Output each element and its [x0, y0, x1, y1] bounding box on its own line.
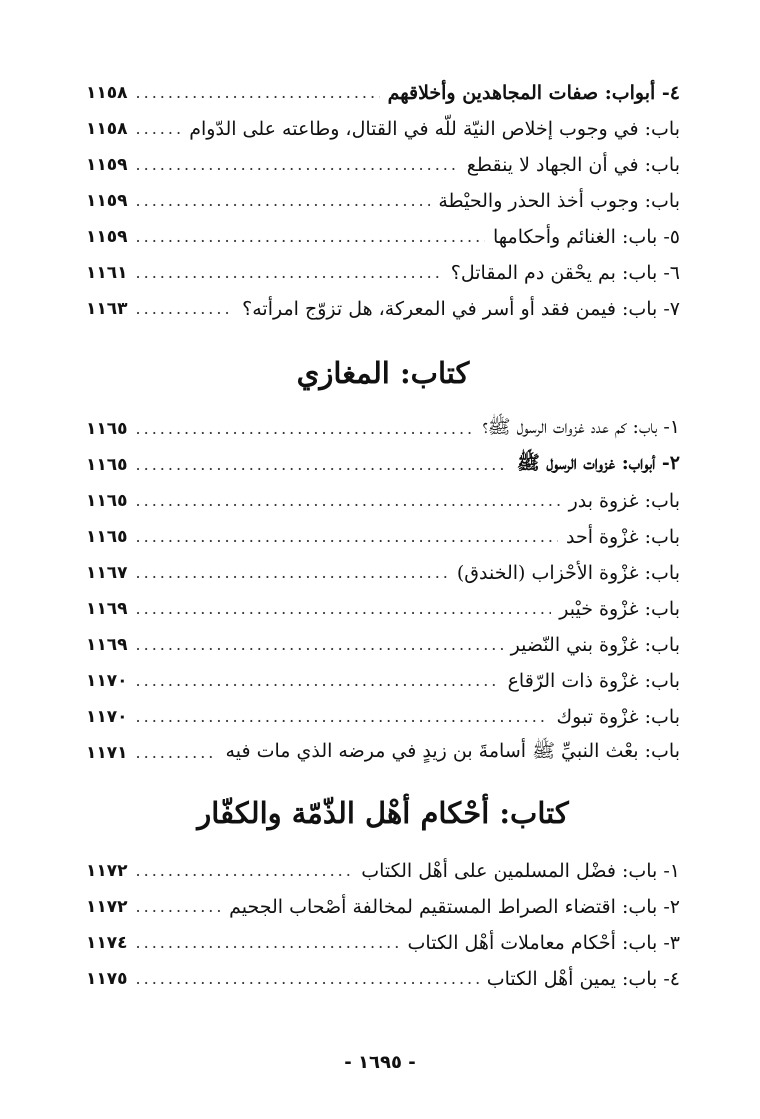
entry-page: ١١٦٣ [86, 299, 128, 319]
entry-page: ١١٥٨ [86, 83, 128, 103]
entry-page: ١١٥٩ [86, 155, 128, 175]
entry-title: باب: غزوة بدر [568, 490, 680, 512]
entry-page: ١١٧٠ [86, 671, 128, 691]
toc-entry [86, 856, 680, 886]
toc-entry [86, 594, 680, 624]
leader-dots [136, 414, 475, 444]
entry-title: ٧- باب: فيمن فقد أو أسر في المعركة، هل تزوّج امرأته؟ [242, 298, 680, 320]
toc-entry [86, 186, 680, 216]
leader-dots [136, 558, 449, 588]
entry-title: باب: في أن الجهاد لا ينقطع [466, 154, 680, 176]
entry-title: باب: غزْوة الأحْزاب (الخندق) [456, 562, 680, 584]
toc-entry [86, 630, 680, 660]
entry-page: ١١٦١ [86, 263, 128, 283]
leader-dots [136, 630, 503, 660]
entry-page: ١١٧١ [86, 743, 128, 763]
entry-page: ١١٦٥ [86, 419, 128, 439]
leader-dots [136, 738, 218, 768]
toc-entry [86, 892, 680, 922]
section-heading: كتاب: أحْكام أهْل الذّمّة والكفّار [197, 796, 569, 830]
toc-entry [86, 738, 680, 768]
entry-title: باب: وجوب أخذ الحذر والحيْطة [438, 190, 680, 212]
entry-page: ١١٧٢ [86, 861, 128, 881]
toc-entry [86, 114, 680, 144]
entry-page: ١١٦٥ [86, 527, 128, 547]
page-number: - ١٦٩٥ - [344, 1052, 416, 1073]
leader-dots [136, 702, 549, 732]
entry-page: ١١٦٥ [86, 491, 128, 511]
leader-dots [136, 294, 235, 324]
toc-entry [86, 702, 680, 732]
leader-dots [136, 258, 443, 288]
entry-title: ٢- باب: اقتضاء الصراط المستقيم لمخالفة أصْحاب الجحيم [229, 896, 680, 918]
leader-dots [136, 522, 558, 552]
toc-entry [86, 522, 680, 552]
toc-entry [86, 294, 680, 324]
leader-dots [136, 78, 380, 108]
section-heading: كتاب: المغازي [296, 356, 470, 390]
toc-page [86, 0, 680, 1119]
toc-entry [86, 258, 680, 288]
toc-entry [86, 928, 680, 958]
leader-dots [136, 486, 561, 516]
toc-entry [86, 666, 680, 696]
entry-title: ٦- باب: بم يحْقن دم المقاتل؟ [450, 262, 680, 284]
entry-title: ٤- باب: يمين أهْل الكتاب [486, 968, 680, 990]
entry-title: ٥- باب: الغنائم وأحكامها [492, 226, 680, 248]
leader-dots [136, 928, 400, 958]
entry-page: ١١٥٨ [86, 119, 128, 139]
entry-title: باب: غزْوة أحد [566, 526, 680, 548]
entry-title: باب: في وجوب إخلاص النيّة للّه في القتال، وطاعته على الدّوام [189, 118, 680, 140]
leader-dots [136, 856, 354, 886]
entry-page: ١١٦٩ [86, 635, 128, 655]
entry-page: ١١٧٤ [86, 933, 128, 953]
toc-entry [86, 78, 680, 108]
leader-dots [136, 150, 459, 180]
entry-page: ١١٧٥ [86, 969, 128, 989]
entry-title: ٣- باب: أحْكام معاملات أهْل الكتاب [407, 932, 680, 954]
entry-title: باب: غزْوة ذات الرّقاع [507, 670, 680, 692]
entry-title: باب: غزْوة خيْبر [559, 598, 680, 620]
entry-title: ١- باب: كم عدد غزوات الرسول ﷺ؟ [482, 416, 680, 438]
leader-dots [136, 114, 182, 144]
leader-dots [136, 186, 431, 216]
toc-entry [86, 414, 680, 444]
entry-title: ٢- أبواب: غزوات الرسول ﷺ [516, 452, 680, 474]
entry-title: ١- باب: فضْل المسلمين على أهْل الكتاب [361, 860, 680, 882]
leader-dots [136, 964, 479, 994]
entry-page: ١١٦٩ [86, 599, 128, 619]
entry-page: ١١٧٠ [86, 707, 128, 727]
toc-entry [86, 964, 680, 994]
entry-title: باب: بعْث النبيِّ ﷺ أسامةَ بن زيدٍ في مرضه الذي مات فيه [225, 740, 680, 762]
toc-entry [86, 150, 680, 180]
entry-page: ١١٦٧ [86, 563, 128, 583]
entry-page: ١١٥٩ [86, 227, 128, 247]
entry-title: باب: غزْوة تبوك [556, 706, 680, 728]
entry-title: باب: غزْوة بني النّضير [510, 634, 680, 656]
leader-dots [136, 666, 500, 696]
entry-page: ١١٦٥ [86, 455, 128, 475]
entry-page: ١١٧٢ [86, 897, 128, 917]
toc-entry [86, 558, 680, 588]
leader-dots [136, 594, 552, 624]
leader-dots [136, 450, 509, 480]
entry-page: ١١٥٩ [86, 191, 128, 211]
toc-entry [86, 222, 680, 252]
toc-entry [86, 486, 680, 516]
leader-dots [136, 222, 485, 252]
entry-title: ٤- أبواب: صفات المجاهدين وأخلاقهم [387, 82, 680, 104]
toc-entry [86, 450, 680, 480]
leader-dots [136, 892, 222, 922]
